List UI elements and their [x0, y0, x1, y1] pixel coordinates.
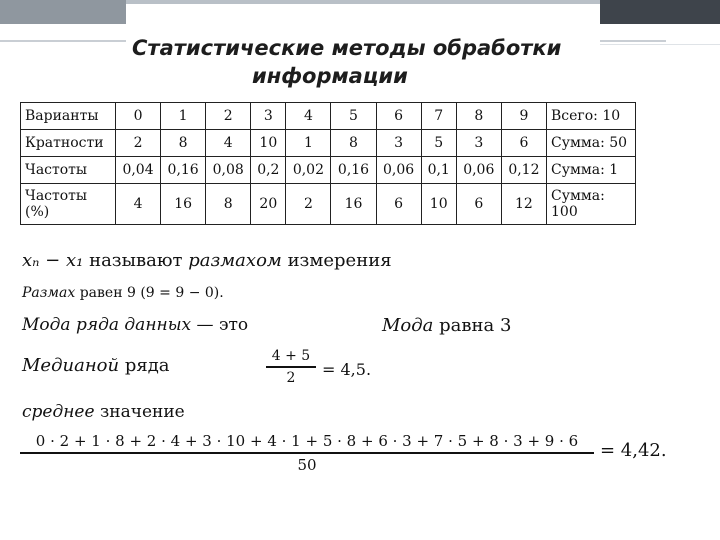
row-label: Варианты	[21, 103, 116, 130]
row-summary: Сумма: 1	[547, 157, 636, 184]
mean-fraction	[20, 432, 594, 474]
table-cell: 0,12	[501, 157, 546, 184]
table-cell: 9	[501, 103, 546, 130]
table-cell: 5	[331, 103, 376, 130]
range-formula: xₙ − x₁	[22, 250, 84, 271]
table-row-frequencies	[21, 157, 636, 184]
mean-result: = 4,42.	[600, 440, 667, 461]
table-cell: 10	[251, 130, 286, 157]
table-cell: 0,1	[421, 157, 456, 184]
mode-tail: это	[218, 315, 249, 335]
mean-label	[22, 402, 185, 422]
table-cell: 4	[206, 130, 251, 157]
row-summary: Сумма: 100	[547, 184, 636, 225]
median-numerator: 4 + 5	[271, 348, 311, 364]
table-cell: 6	[456, 184, 501, 225]
table-cell: 5	[421, 130, 456, 157]
range-value-term: Размах	[22, 285, 76, 301]
table-cell: 0,06	[456, 157, 501, 184]
table-cell: 0,08	[206, 157, 251, 184]
table-cell: 1	[161, 103, 206, 130]
table-cell: 6	[376, 184, 421, 225]
frequency-table	[20, 102, 636, 225]
row-label: Частоты (%)	[21, 184, 116, 225]
slide-title	[128, 34, 598, 90]
mode-value-tail: равна 3	[439, 315, 512, 336]
mode-value	[382, 315, 511, 336]
table-cell: 8	[206, 184, 251, 225]
mean-term: среднее	[22, 402, 95, 422]
median-fraction	[266, 348, 316, 386]
mean-denominator: 50	[297, 455, 317, 474]
mode-term: Мода ряда данных —	[22, 315, 214, 335]
mode-value-term: Мода	[382, 315, 434, 336]
table-cell: 0,16	[331, 157, 376, 184]
table-cell: 6	[376, 103, 421, 130]
table-cell: 16	[161, 184, 206, 225]
median-result: = 4,5.	[322, 360, 372, 379]
decorative-rule-left	[0, 40, 126, 42]
table-row-multiplicities	[21, 130, 636, 157]
fraction-bar	[266, 366, 316, 368]
decorative-rule-right	[600, 40, 666, 42]
table-cell: 10	[421, 184, 456, 225]
median-term: Медианой	[22, 355, 120, 376]
slide-title-line2: информации	[252, 64, 408, 88]
row-summary: Сумма: 50	[547, 130, 636, 157]
range-verb: называют	[89, 250, 183, 271]
range-term: размахом	[188, 250, 282, 271]
row-summary: Всего: 10	[547, 103, 636, 130]
mean-numerator: 0 · 2 + 1 · 8 + 2 · 4 + 3 · 10 + 4 · 1 + 5 · 8 + 6 · 3 + 7 · 5 + 8 · 3 + 9 · 6	[35, 432, 579, 450]
table-cell: 20	[251, 184, 286, 225]
table-cell: 4	[116, 184, 161, 225]
table-cell: 16	[331, 184, 376, 225]
table-cell: 12	[501, 184, 546, 225]
table-cell: 8	[331, 130, 376, 157]
row-label: Кратности	[21, 130, 116, 157]
table-row-variants	[21, 103, 636, 130]
mean-tail: значение	[99, 402, 185, 422]
top-bar-right-block	[600, 0, 720, 24]
mode-definition	[22, 315, 248, 335]
table-cell: 0,02	[286, 157, 331, 184]
table-cell: 7	[421, 103, 456, 130]
range-tail: измерения	[287, 250, 392, 271]
table-cell: 3	[251, 103, 286, 130]
table-cell: 3	[376, 130, 421, 157]
range-value	[22, 285, 224, 301]
range-definition	[22, 250, 392, 271]
table-cell: 2	[206, 103, 251, 130]
table-cell: 8	[456, 103, 501, 130]
table-cell: 2	[116, 130, 161, 157]
top-bar-left-block	[0, 0, 126, 24]
table-cell: 0,16	[161, 157, 206, 184]
top-bar-middle-strip	[126, 0, 600, 4]
table-cell: 4	[286, 103, 331, 130]
table-cell: 0,06	[376, 157, 421, 184]
table-cell: 8	[161, 130, 206, 157]
table-cell: 6	[501, 130, 546, 157]
table-cell: 1	[286, 130, 331, 157]
median-tail: ряда	[124, 355, 170, 376]
row-label: Частоты	[21, 157, 116, 184]
table-cell: 0	[116, 103, 161, 130]
table-cell: 0,04	[116, 157, 161, 184]
range-value-tail: равен 9 (9 = 9 − 0).	[79, 285, 224, 301]
fraction-bar	[20, 452, 594, 454]
table-cell: 3	[456, 130, 501, 157]
decorative-rule-right-thin	[600, 44, 720, 45]
median-definition	[22, 355, 170, 376]
table-cell: 0,2	[251, 157, 286, 184]
slide-title-line1: Статистические методы обработки	[132, 36, 562, 60]
table-cell: 2	[286, 184, 331, 225]
median-denominator: 2	[286, 369, 296, 386]
table-row-frequencies-percent	[21, 184, 636, 225]
slide-top-bar	[0, 0, 720, 26]
